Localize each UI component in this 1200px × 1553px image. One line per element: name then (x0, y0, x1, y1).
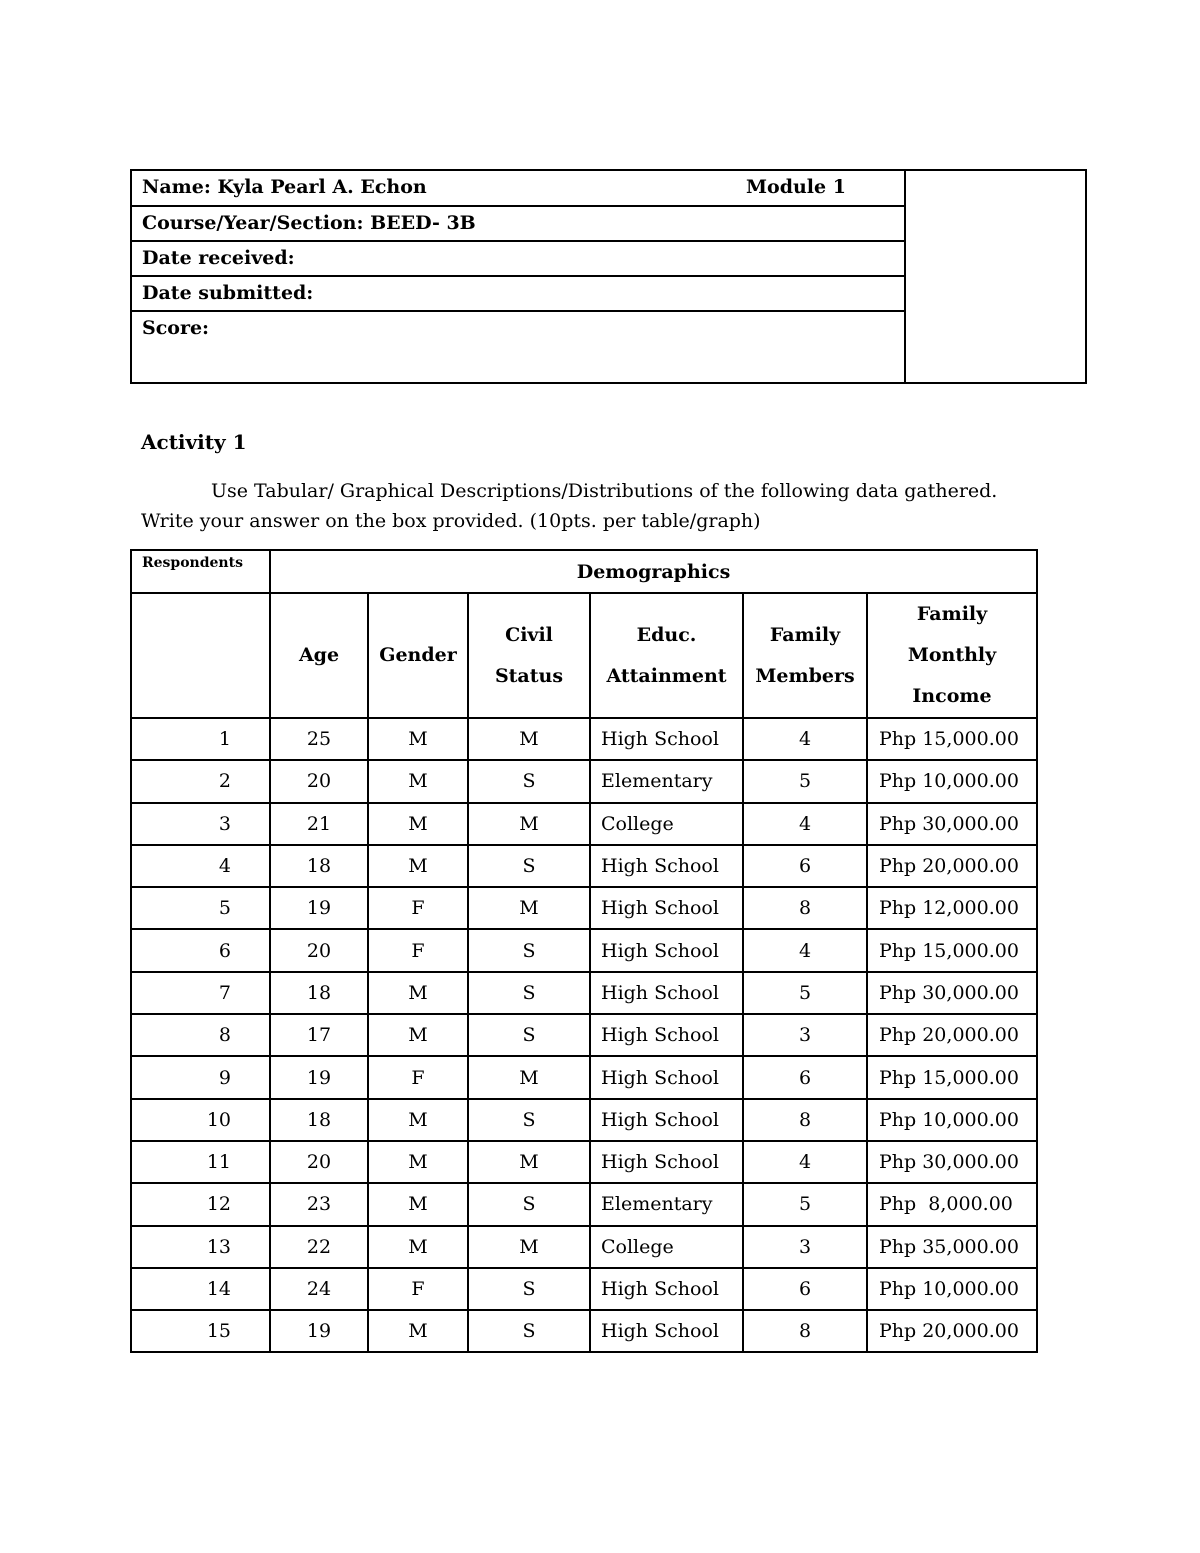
gender-cell: M (368, 1226, 468, 1268)
respondent-id-cell: 7 (131, 972, 270, 1014)
score-label: Score: (142, 317, 210, 339)
instruction-line-2: Write your answer on the box provided. (10pts. per table/graph) (141, 510, 761, 532)
civil-status-cell: S (468, 1099, 590, 1141)
respondent-id-cell: 1 (131, 718, 270, 760)
activity-title: Activity 1 (141, 430, 247, 454)
gender-cell: M (368, 1014, 468, 1056)
score-row (132, 312, 904, 382)
age-header (270, 593, 368, 718)
civil-status-cell: M (468, 1226, 590, 1268)
table-row (131, 1141, 1037, 1183)
educ-attainment-cell: College (590, 1226, 743, 1268)
age-cell: 17 (270, 1014, 368, 1056)
educ-attainment-cell: Elementary (590, 1183, 743, 1225)
respondents-header: Respondents (131, 550, 270, 593)
gender-header-line: Gender (379, 644, 457, 666)
respondent-id-cell: 11 (131, 1141, 270, 1183)
respondent-id-cell: 2 (131, 760, 270, 802)
educ-attainment-cell: High School (590, 718, 743, 760)
monthly-income-cell: Php 8,000.00 (867, 1183, 1037, 1225)
respondent-id-cell: 8 (131, 1014, 270, 1056)
demographics-header: Demographics (270, 550, 1037, 593)
respondent-id-cell: 3 (131, 803, 270, 845)
civil-status-cell: S (468, 760, 590, 802)
table-row (131, 1226, 1037, 1268)
family-members-cell: 3 (743, 1014, 867, 1056)
educ-header-line-2: Attainment (606, 664, 727, 687)
family-members-cell: 6 (743, 1056, 867, 1098)
table-row (131, 1268, 1037, 1310)
family-members-cell: 3 (743, 1226, 867, 1268)
educ-attainment-cell: High School (590, 1268, 743, 1310)
civil-status-cell: M (468, 718, 590, 760)
educ-attainment-cell: High School (590, 929, 743, 971)
age-cell: 20 (270, 760, 368, 802)
table-header-row-2 (131, 593, 1037, 718)
date-submitted-row (132, 277, 904, 312)
table-row (131, 887, 1037, 929)
respondent-id-cell: 15 (131, 1310, 270, 1352)
respondent-id-cell: 6 (131, 929, 270, 971)
respondent-id-cell: 5 (131, 887, 270, 929)
table-row (131, 1099, 1037, 1141)
table-row (131, 972, 1037, 1014)
monthly-income-cell: Php 30,000.00 (867, 803, 1037, 845)
family-members-cell: 8 (743, 1310, 867, 1352)
age-cell: 21 (270, 803, 368, 845)
name-label: Name: (142, 176, 211, 198)
age-cell: 25 (270, 718, 368, 760)
family-members-cell: 5 (743, 760, 867, 802)
educ-attainment-cell: High School (590, 1141, 743, 1183)
family-members-cell: 4 (743, 803, 867, 845)
table-row (131, 1056, 1037, 1098)
civil-status-cell: S (468, 845, 590, 887)
age-header-line: Age (298, 644, 340, 666)
instruction-line-1: Use Tabular/ Graphical Descriptions/Distributions of the following data gathered. (211, 480, 998, 502)
civil-status-header-line-1: Civil (505, 623, 553, 646)
age-cell: 24 (270, 1268, 368, 1310)
age-cell: 19 (270, 887, 368, 929)
gender-cell: M (368, 845, 468, 887)
monthly-income-cell: Php 20,000.00 (867, 845, 1037, 887)
monthly-income-header (867, 593, 1037, 718)
civil-status-cell: S (468, 972, 590, 1014)
income-header-line-1: Family (916, 603, 988, 625)
name-value: Kyla Pearl A. Echon (217, 176, 427, 198)
civil-status-cell: M (468, 1141, 590, 1183)
educ-attainment-cell: Elementary (590, 760, 743, 802)
gender-cell: F (368, 929, 468, 971)
respondents-blank-header (131, 593, 270, 718)
course-label: Course/Year/Section: (142, 212, 364, 234)
civil-status-cell: S (468, 1014, 590, 1056)
age-cell: 20 (270, 1141, 368, 1183)
educ-attainment-cell: High School (590, 1310, 743, 1352)
monthly-income-cell: Php 15,000.00 (867, 1056, 1037, 1098)
table-row (131, 929, 1037, 971)
respondent-id-cell: 14 (131, 1268, 270, 1310)
gender-header (368, 593, 468, 718)
table-row (131, 1183, 1037, 1225)
module-label: Module 1 (746, 176, 846, 198)
educ-attainment-cell: High School (590, 972, 743, 1014)
educ-attainment-cell: High School (590, 887, 743, 929)
monthly-income-cell: Php 10,000.00 (867, 760, 1037, 802)
date-received-row (132, 242, 904, 277)
demographics-table (130, 549, 1038, 1353)
civil-status-cell: S (468, 1183, 590, 1225)
gender-cell: M (368, 803, 468, 845)
student-info-box (130, 169, 1087, 384)
age-cell: 18 (270, 972, 368, 1014)
table-body (131, 718, 1037, 1352)
civil-status-cell: M (468, 803, 590, 845)
family-members-cell: 8 (743, 1099, 867, 1141)
table-row (131, 1014, 1037, 1056)
respondent-id-cell: 9 (131, 1056, 270, 1098)
course-row (132, 207, 904, 242)
gender-cell: M (368, 718, 468, 760)
table-row (131, 760, 1037, 802)
course-value: BEED- 3B (370, 212, 476, 234)
monthly-income-cell: Php 10,000.00 (867, 1268, 1037, 1310)
age-cell: 19 (270, 1310, 368, 1352)
income-header-line-3: Income (912, 685, 992, 707)
gender-cell: F (368, 887, 468, 929)
educ-attainment-cell: College (590, 803, 743, 845)
table-row (131, 718, 1037, 760)
family-members-cell: 5 (743, 1183, 867, 1225)
gender-cell: M (368, 1310, 468, 1352)
date-received-label: Date received: (142, 247, 295, 269)
family-members-cell: 5 (743, 972, 867, 1014)
family-members-cell: 4 (743, 1141, 867, 1183)
table-header-row-1 (131, 550, 1037, 593)
respondent-id-cell: 13 (131, 1226, 270, 1268)
gender-cell: F (368, 1056, 468, 1098)
table-row (131, 803, 1037, 845)
gender-cell: M (368, 1183, 468, 1225)
monthly-income-cell: Php 15,000.00 (867, 718, 1037, 760)
gender-cell: M (368, 972, 468, 1014)
educ-attainment-cell: High School (590, 1099, 743, 1141)
table-row (131, 1310, 1037, 1352)
activity-instructions (141, 476, 1061, 536)
civil-status-cell: M (468, 1056, 590, 1098)
family-members-header (743, 593, 867, 718)
family-members-cell: 6 (743, 1268, 867, 1310)
monthly-income-cell: Php 20,000.00 (867, 1014, 1037, 1056)
educ-attainment-cell: High School (590, 1056, 743, 1098)
respondent-id-cell: 4 (131, 845, 270, 887)
family-members-cell: 6 (743, 845, 867, 887)
student-info-fields (132, 171, 906, 382)
date-submitted-label: Date submitted: (142, 282, 314, 304)
civil-status-cell: S (468, 1268, 590, 1310)
gender-cell: M (368, 760, 468, 802)
family-members-cell: 4 (743, 718, 867, 760)
monthly-income-cell: Php 20,000.00 (867, 1310, 1037, 1352)
age-cell: 18 (270, 1099, 368, 1141)
monthly-income-cell: Php 35,000.00 (867, 1226, 1037, 1268)
monthly-income-cell: Php 15,000.00 (867, 929, 1037, 971)
name-row (132, 171, 904, 207)
civil-status-cell: M (468, 887, 590, 929)
educ-attainment-cell: High School (590, 1014, 743, 1056)
civil-status-cell: S (468, 1310, 590, 1352)
age-cell: 23 (270, 1183, 368, 1225)
civil-status-header-line-2: Status (494, 664, 564, 687)
educ-attainment-header (590, 593, 743, 718)
members-header-line-1: Family (769, 623, 841, 646)
educ-attainment-cell: High School (590, 845, 743, 887)
family-members-cell: 4 (743, 929, 867, 971)
age-cell: 19 (270, 1056, 368, 1098)
monthly-income-cell: Php 12,000.00 (867, 887, 1037, 929)
monthly-income-cell: Php 30,000.00 (867, 972, 1037, 1014)
monthly-income-cell: Php 10,000.00 (867, 1099, 1037, 1141)
age-cell: 22 (270, 1226, 368, 1268)
age-cell: 20 (270, 929, 368, 971)
respondent-id-cell: 10 (131, 1099, 270, 1141)
income-header-line-2: Monthly (907, 644, 997, 666)
gender-cell: M (368, 1099, 468, 1141)
members-header-line-2: Members (755, 664, 855, 687)
family-members-cell: 8 (743, 887, 867, 929)
table-row (131, 845, 1037, 887)
age-cell: 18 (270, 845, 368, 887)
civil-status-cell: S (468, 929, 590, 971)
monthly-income-cell: Php 30,000.00 (867, 1141, 1037, 1183)
civil-status-header (468, 593, 590, 718)
gender-cell: M (368, 1141, 468, 1183)
gender-cell: F (368, 1268, 468, 1310)
educ-header-line-1: Educ. (636, 623, 697, 646)
respondent-id-cell: 12 (131, 1183, 270, 1225)
